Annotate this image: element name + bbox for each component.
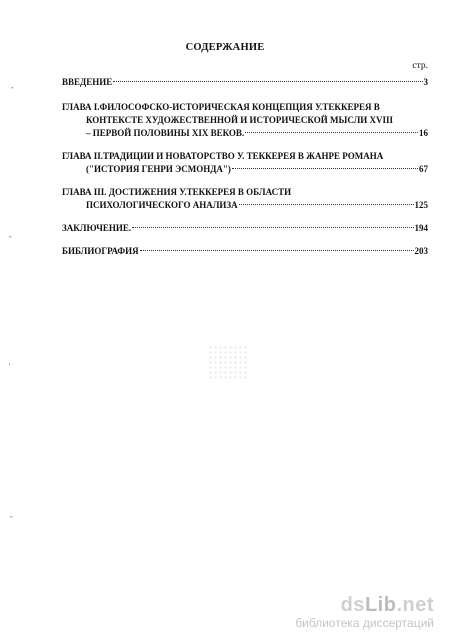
toc-entry-title: ГЛАВА II.ТРАДИЦИИ И НОВАТОРСТВО У. ТЕККЕРЕЯ В ЖАНРЕ РОМАНА [62,151,384,161]
watermark[interactable] [295,594,434,630]
table-of-contents [62,76,428,258]
toc-entry-chapter-1[interactable] [62,101,428,140]
toc-entry-title-continuation: ПСИХОЛОГИЧЕСКОГО АНАЛИЗА [86,200,238,210]
toc-entry-introduction[interactable] [62,76,428,89]
toc-entry-bibliography[interactable] [62,245,428,258]
toc-entry-title-continuation: КОНТЕКСТЕ ХУДОЖЕСТВЕННОЙ И ИСТОРИЧЕСКОЙ МЫСЛИ XVIII [86,115,394,125]
toc-entry-title: ВВЕДЕНИЕ [62,77,113,87]
watermark-subtitle: библиотека диссертаций [295,616,434,630]
toc-page-number: 194 [414,223,428,233]
dot-leader [113,81,422,82]
toc-page-number: 203 [414,246,428,256]
toc-entry-title: БИБЛИОГРАФИЯ [62,246,139,256]
toc-entry-chapter-3[interactable] [62,186,428,212]
dot-leader [132,227,413,228]
dot-leader [245,132,418,133]
toc-page-number: 125 [414,200,428,210]
toc-page-number: 67 [419,164,428,174]
scan-mark: ˆ [9,235,12,244]
dot-leader [239,204,414,205]
toc-page-number: 16 [419,128,428,138]
scan-mark: ˆ [11,86,14,95]
dot-leader [232,168,418,169]
scan-smudge [208,345,248,379]
toc-entry-title: ЗАКЛЮЧЕНИЕ. [62,223,132,233]
page-column-label: стр. [412,61,428,71]
toc-entry-chapter-2[interactable] [62,150,428,176]
toc-entry-title: ГЛАВА III. ДОСТИЖЕНИЯ У.ТЕККЕРЕЯ В ОБЛАСТИ [62,187,292,197]
scan-mark: ' [9,362,11,371]
scan-mark: ˆ [10,515,13,524]
watermark-logo: dsLib.net [340,594,434,616]
toc-page-number: 3 [423,77,428,87]
toc-entry-title: ГЛАВА I.ФИЛОСОФСКО-ИСТОРИЧЕСКАЯ КОНЦЕПЦИЯ У.ТЕККЕРЕЯ В [62,102,380,112]
toc-entry-title-continuation: – ПЕРВОЙ ПОЛОВИНЫ XIX ВЕКОВ. [86,128,245,138]
toc-entry-title-continuation: ("ИСТОРИЯ ГЕНРИ ЭСМОНДА") [86,164,231,174]
toc-entry-conclusion[interactable] [62,222,428,235]
page-title: СОДЕРЖАНИЕ [185,42,265,53]
dot-leader [140,250,414,251]
